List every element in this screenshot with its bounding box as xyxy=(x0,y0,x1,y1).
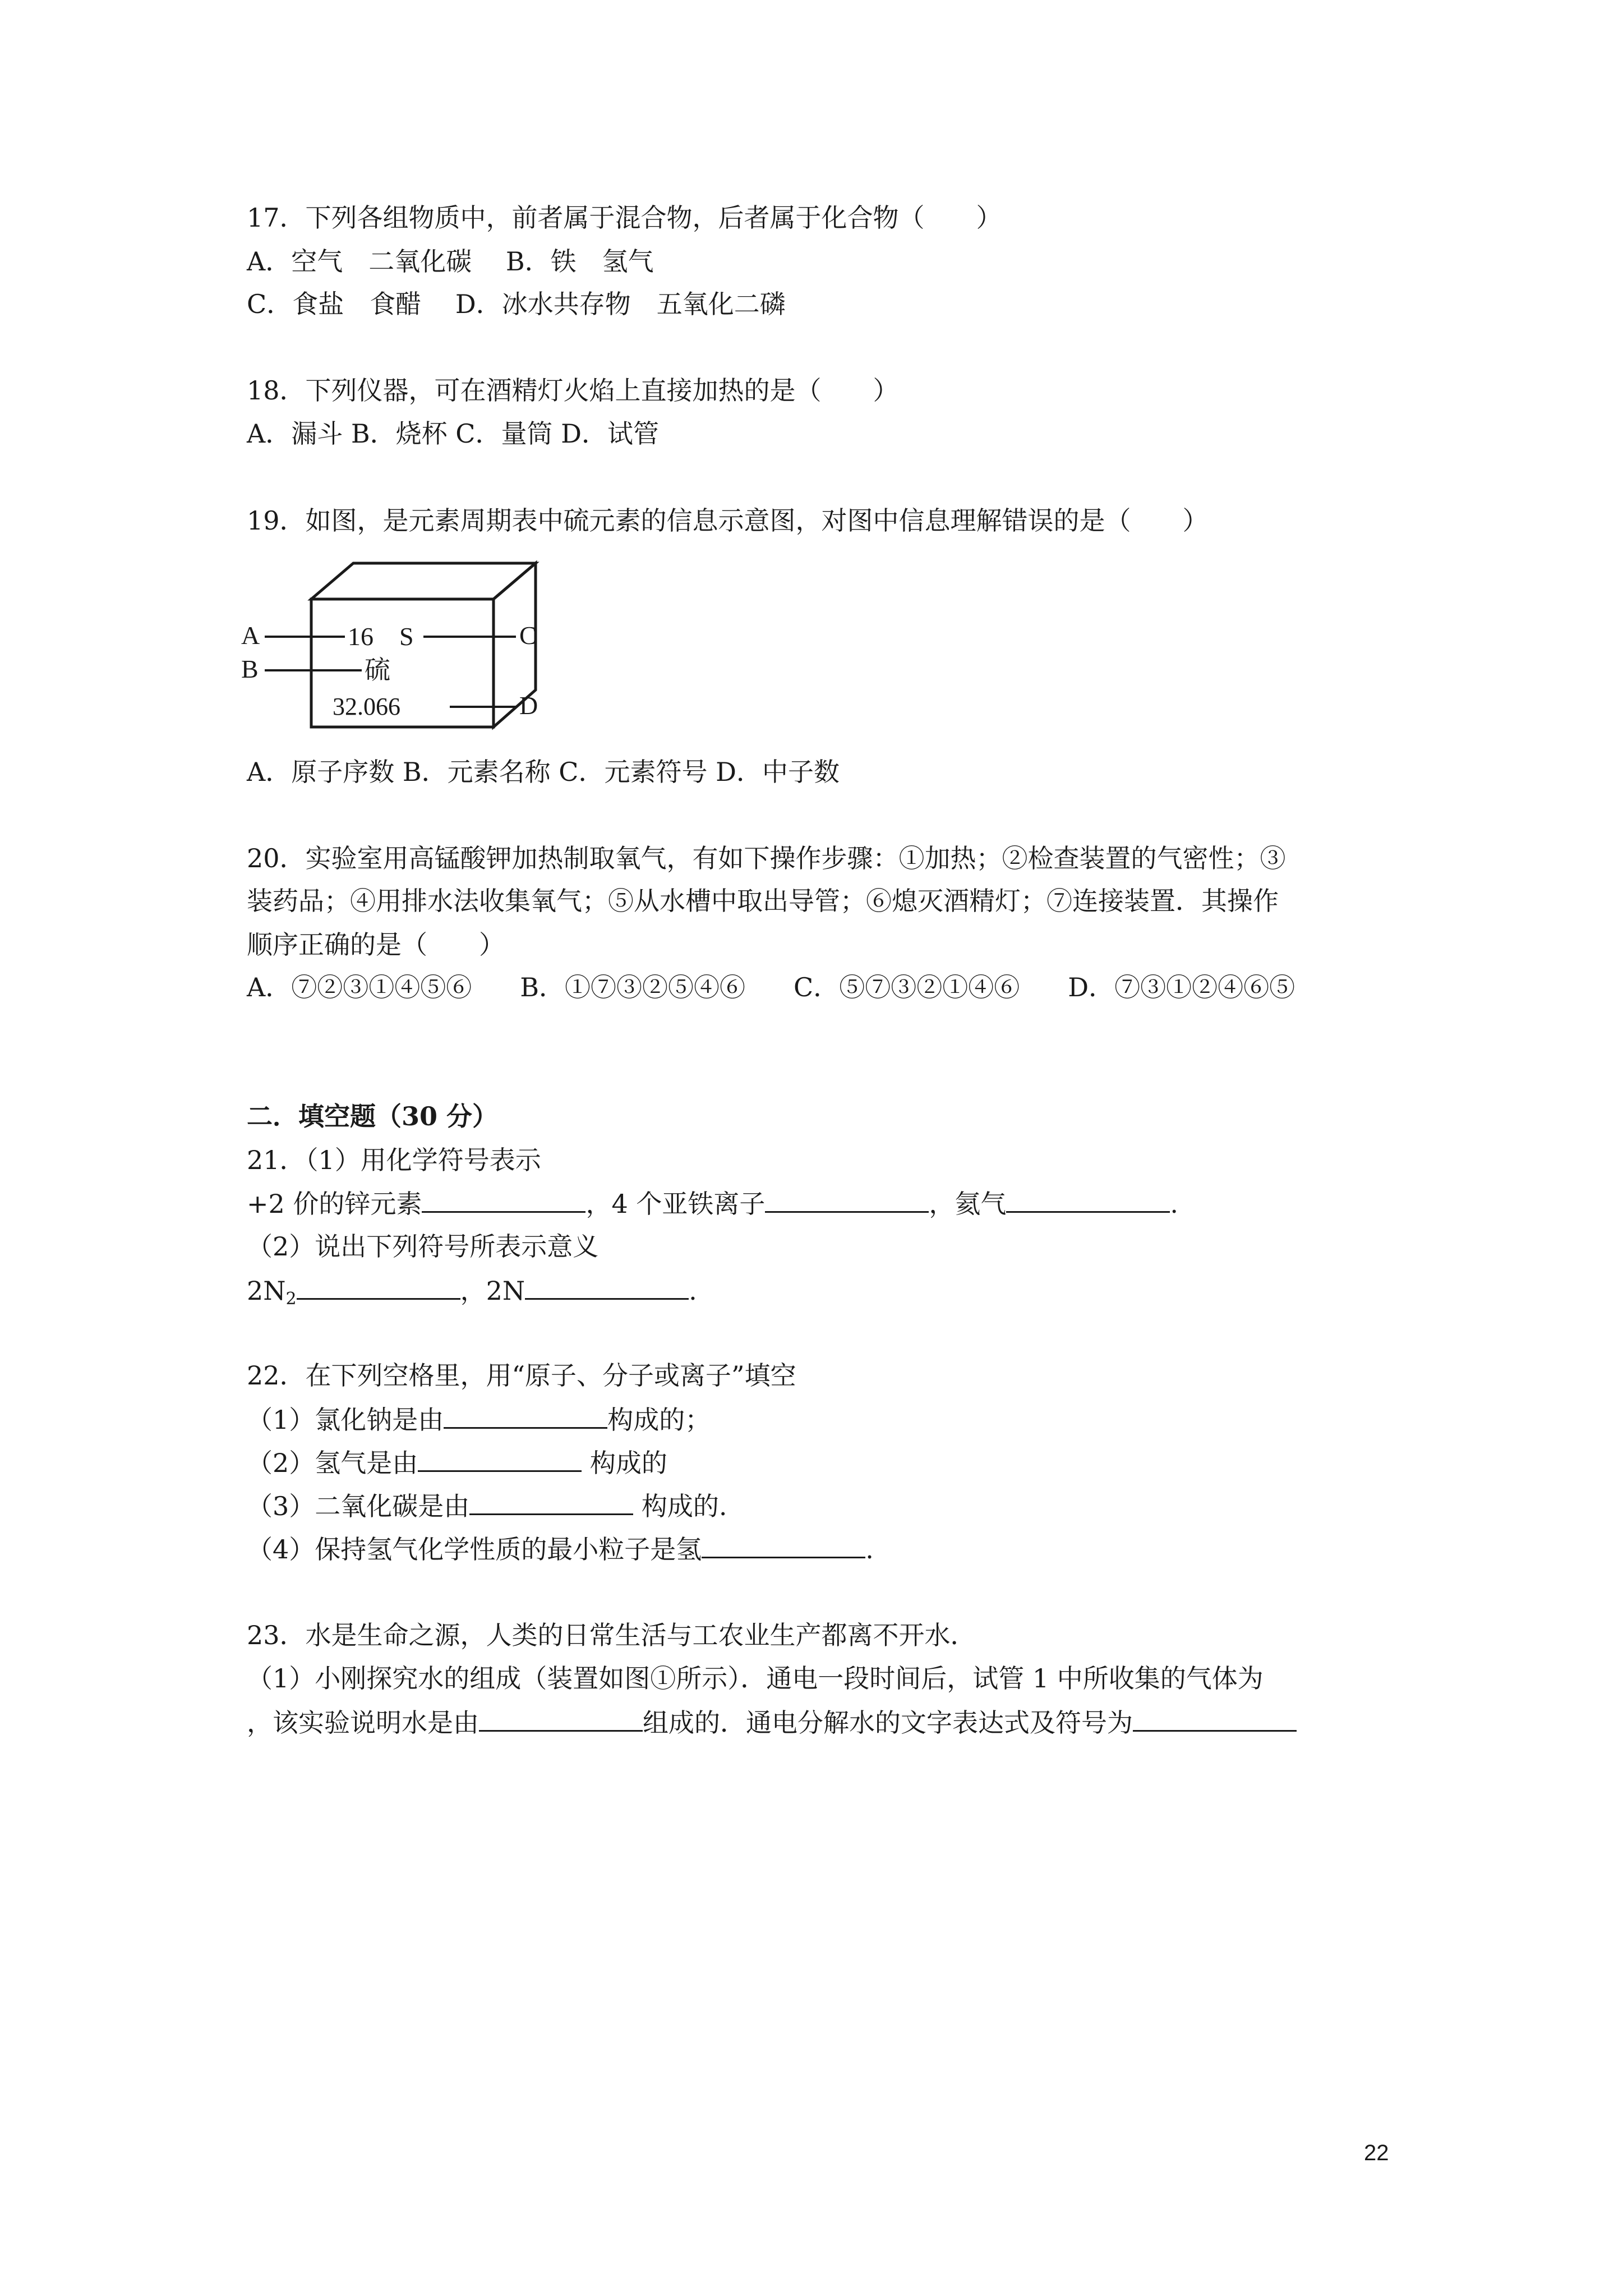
q22-item4-end: . xyxy=(865,1534,874,1565)
section-heading: 二．填空题（30 分） xyxy=(247,1101,499,1131)
page-number: 22 xyxy=(1364,2141,1389,2165)
q20-options xyxy=(247,970,1295,1004)
q22-blank-3[interactable] xyxy=(469,1489,633,1515)
element-name: 硫 xyxy=(365,656,390,684)
q21-blank-2[interactable] xyxy=(765,1186,929,1213)
q22-item4-text: （4）保持氢气化学性质的最小粒子是氢 xyxy=(247,1534,702,1565)
q21-symbol-2n2: 2N xyxy=(247,1276,286,1306)
q22-blank-2[interactable] xyxy=(418,1446,582,1472)
q20-option-d: D．⑦③①②④⑥⑤ xyxy=(1068,972,1295,1002)
q21-blank-3[interactable] xyxy=(1006,1186,1170,1213)
q21-blank-5[interactable] xyxy=(525,1273,689,1300)
q20-line2: 装药品；④用排水法收集氧气；⑤从水槽中取出导管；⑥熄灭酒精灯；⑦连接装置．其操作 xyxy=(247,886,1279,916)
q22-blank-4[interactable] xyxy=(702,1532,865,1558)
q22-item3-text: （3）二氧化碳是由 xyxy=(247,1491,470,1521)
q17-options-row1: A．空气 二氧化碳 B．铁 氢气 xyxy=(247,246,654,277)
q21-text-helium: ，氦气 xyxy=(929,1189,1007,1219)
atomic-mass: 32.066 xyxy=(333,693,400,720)
q21-text-period: . xyxy=(1170,1189,1178,1219)
q23-line3-text: ，该实验说明水是由 xyxy=(247,1708,479,1738)
q22-item1-end: 构成的； xyxy=(607,1405,711,1435)
q20-line1: 20．实验室用高锰酸钾加热制取氧气，有如下操作步骤：①加热；②检查装置的气密性；③ xyxy=(247,843,1286,873)
figure-label-b: B xyxy=(241,655,259,683)
q23-line3-text2: 组成的．通电分解水的文字表达式及符号为 xyxy=(643,1708,1133,1738)
q23-blank-1[interactable] xyxy=(479,1705,643,1732)
q23-stem: 23．水是生命之源，人类的日常生活与工农业生产都离不开水． xyxy=(247,1620,976,1650)
q23-line2: （1）小刚探究水的组成（装置如图①所示）．通电一段时间后，试管 1 中所收集的气体为 xyxy=(247,1663,1264,1694)
q20-option-a: A．⑦②③①④⑤⑥ xyxy=(247,972,472,1002)
q21-text-zinc: +2 价的锌元素 xyxy=(247,1189,422,1219)
q21-line4 xyxy=(247,1273,697,1316)
figure-label-d: D xyxy=(519,691,538,720)
q21-line3: （2）说出下列符号所表示意义 xyxy=(247,1231,599,1262)
q22-item3-end: 构成的. xyxy=(633,1491,727,1521)
q21-line2 xyxy=(247,1186,1178,1221)
q22-item1 xyxy=(247,1402,711,1437)
q23-blank-2[interactable] xyxy=(1133,1705,1297,1732)
figure-label-a: A xyxy=(241,621,260,650)
q22-item2 xyxy=(247,1446,667,1480)
q19-options: A．原子序数 B．元素名称 C．元素符号 D．中子数 xyxy=(247,757,840,787)
sulfur-element-figure xyxy=(241,555,555,740)
q21-symbol-2n: ，2N xyxy=(460,1276,525,1306)
element-symbol: S xyxy=(399,622,414,651)
q20-option-b: B．①⑦③②⑤④⑥ xyxy=(520,972,746,1002)
q18-stem: 18．下列仪器，可在酒精灯火焰上直接加热的是（ ） xyxy=(247,375,899,406)
q22-stem: 22．在下列空格里，用“原子、分子或离子”填空 xyxy=(247,1360,796,1391)
q22-item2-end: 构成的 xyxy=(582,1448,667,1478)
q17-options-row2: C．食盐 食醋 D．冰水共存物 五氧化二磷 xyxy=(247,289,786,319)
q21-blank-1[interactable] xyxy=(422,1186,585,1213)
q22-item3 xyxy=(247,1489,727,1523)
q21-text-ferrous: ，4 个亚铁离子 xyxy=(585,1189,766,1219)
q20-option-c: C．⑤⑦③②①④⑥ xyxy=(794,972,1020,1002)
q23-line3 xyxy=(247,1705,1297,1740)
q22-blank-1[interactable] xyxy=(444,1402,607,1429)
q22-item4 xyxy=(247,1532,874,1566)
q22-item2-text: （2）氢气是由 xyxy=(247,1448,418,1478)
atomic-number: 16 xyxy=(348,622,374,651)
q19-stem: 19．如图，是元素周期表中硫元素的信息示意图，对图中信息理解错误的是（ ） xyxy=(247,505,1209,536)
q18-options: A．漏斗 B．烧杯 C．量筒 D．试管 xyxy=(247,418,659,449)
q22-item1-text: （1）氯化钠是由 xyxy=(247,1405,444,1435)
q20-line3: 顺序正确的是（ ） xyxy=(247,930,505,960)
q21-line1: 21．（1）用化学符号表示 xyxy=(247,1145,541,1175)
figure-label-c: C xyxy=(519,621,537,650)
q21-blank-4[interactable] xyxy=(297,1273,460,1300)
q21-subscript: 2 xyxy=(285,1289,297,1309)
q17-stem: 17．下列各组物质中，前者属于混合物，后者属于化合物（ ） xyxy=(247,203,1002,233)
q21-end-period: . xyxy=(689,1276,697,1306)
